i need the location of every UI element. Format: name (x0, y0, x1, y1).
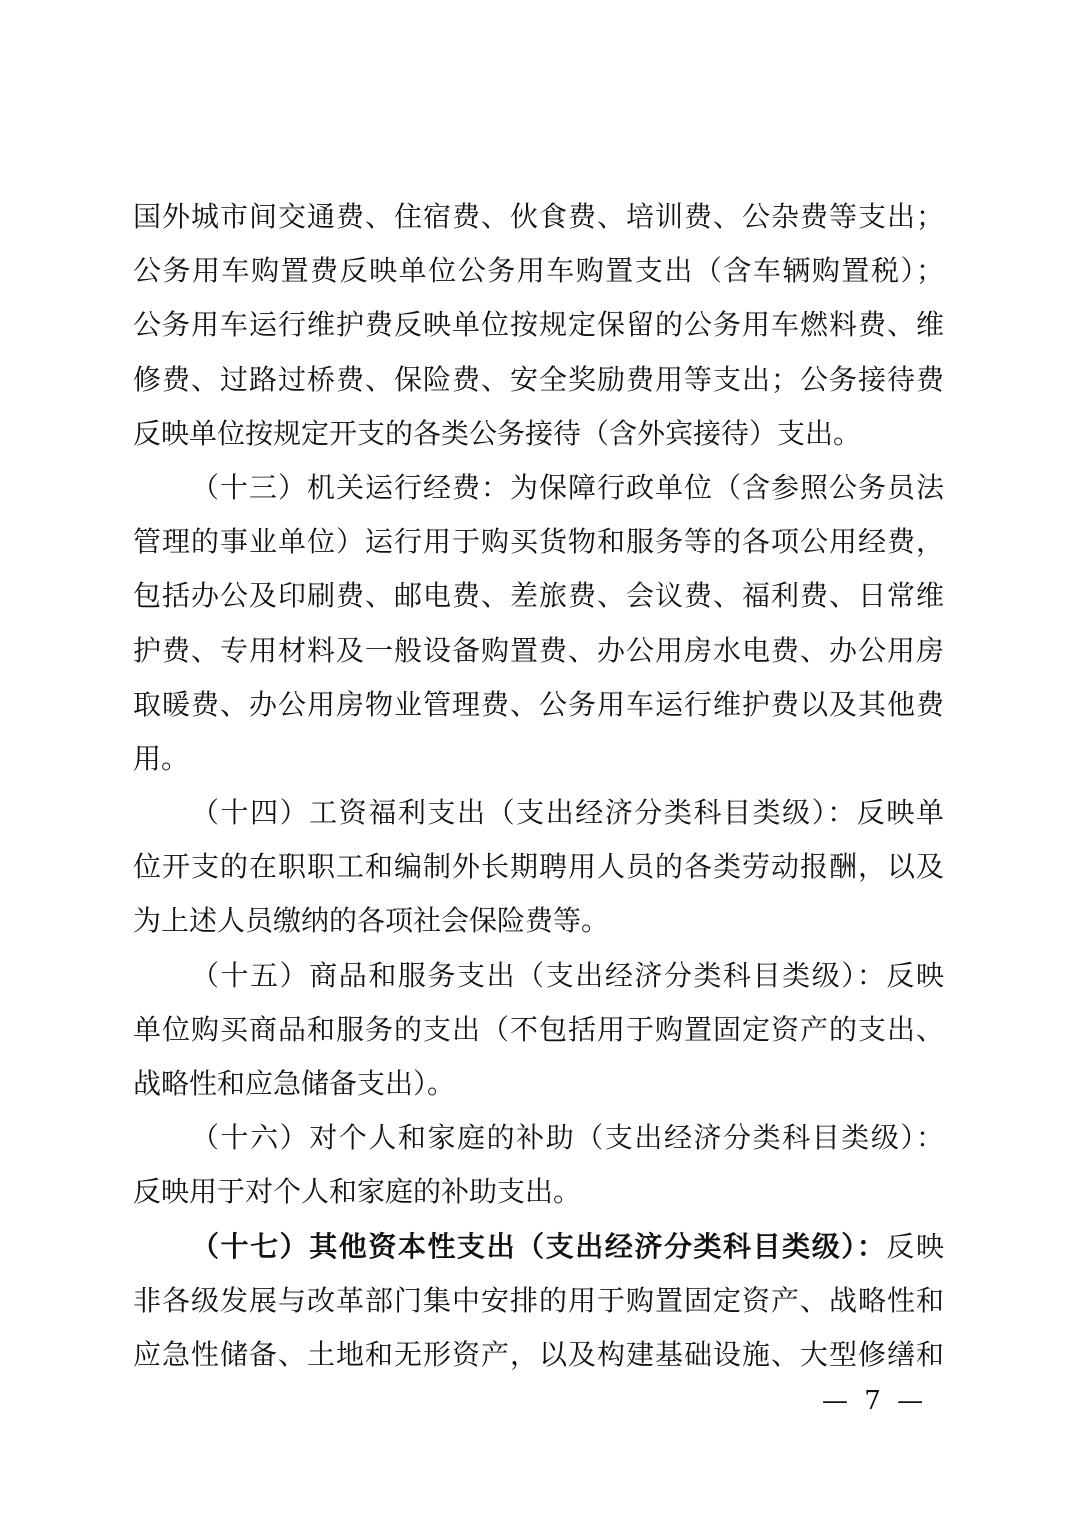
text-line: 公务用车购置费反映单位公务用车购置支出（含车辆购置税）； (133, 254, 944, 288)
section-15-title: （十五）商品和服务支出（支出经济分类科目类级）： (191, 958, 887, 992)
section-14-text: 反映单 (856, 796, 944, 830)
text-line: 反映用于对个人和家庭的补助支出。 (133, 1175, 582, 1209)
text-line: 公务用车运行维护费反映单位按规定保留的公务用车燃料费、维 (133, 308, 944, 342)
text-line: 修费、过路过桥费、保险费、安全奖励费用等支出；公务接待费 (133, 362, 944, 396)
section-17-heading-line (133, 1220, 944, 1274)
text-line: 国外城市间交通费、住宿费、伙食费、培训费、公杂费等支出； (133, 200, 944, 233)
section-14-title: （十四）工资福利支出（支出经济分类科目类级）： (191, 796, 857, 830)
text-line: 单位购买商品和服务的支出（不包括用于购置固定资产的支出、 (133, 1012, 944, 1046)
section-13-text: 为保障行政单位（含参照公务员法 (510, 470, 944, 504)
text-line: 包括办公及印刷费、邮电费、差旅费、会议费、福利费、日常维 (133, 579, 944, 613)
text-line: 位开支的在职职工和编制外长期聘用人员的各类劳动报酬，以及 (133, 850, 944, 884)
section-14-heading-line (133, 786, 944, 840)
text-line: 战略性和应急储备支出）。 (133, 1067, 456, 1100)
text-line: 护费、专用材料及一般设备购置费、办公用房水电费、办公用房 (133, 633, 944, 667)
text-line: 非各级发展与改革部门集中安排的用于购置固定资产、战略性和 (133, 1283, 944, 1317)
text-line: 用。 (133, 741, 190, 775)
text-line: 为上述人员缴纳的各项社会保险费等。 (133, 904, 610, 938)
section-17-title: （十七）其他资本性支出（支出经济分类科目类级）： (191, 1229, 887, 1263)
section-16-title: （十六）对个人和家庭的补助（支出经济分类科目类级）： (191, 1121, 944, 1155)
text-line: 管理的事业单位）运行用于购买货物和服务等的各项公用经费， (133, 525, 944, 559)
section-13-heading-line (133, 461, 944, 515)
section-16-heading-line (133, 1111, 944, 1165)
document-body (133, 190, 944, 1382)
section-13-title: （十三）机关运行经费： (191, 470, 510, 504)
section-15-heading-line (133, 949, 944, 1003)
text-line: 应急性储备、土地和无形资产，以及构建基础设施、大型修缮和 (133, 1337, 944, 1371)
section-17-text: 反映 (886, 1229, 944, 1263)
text-line: 反映单位按规定开支的各类公务接待（含外宾接待）支出。 (133, 416, 862, 450)
page-number: — 7 — (822, 1386, 928, 1416)
text-line: 取暖费、办公用房物业管理费、公务用车运行维护费以及其他费 (133, 687, 944, 721)
section-15-text: 反映 (886, 958, 944, 992)
